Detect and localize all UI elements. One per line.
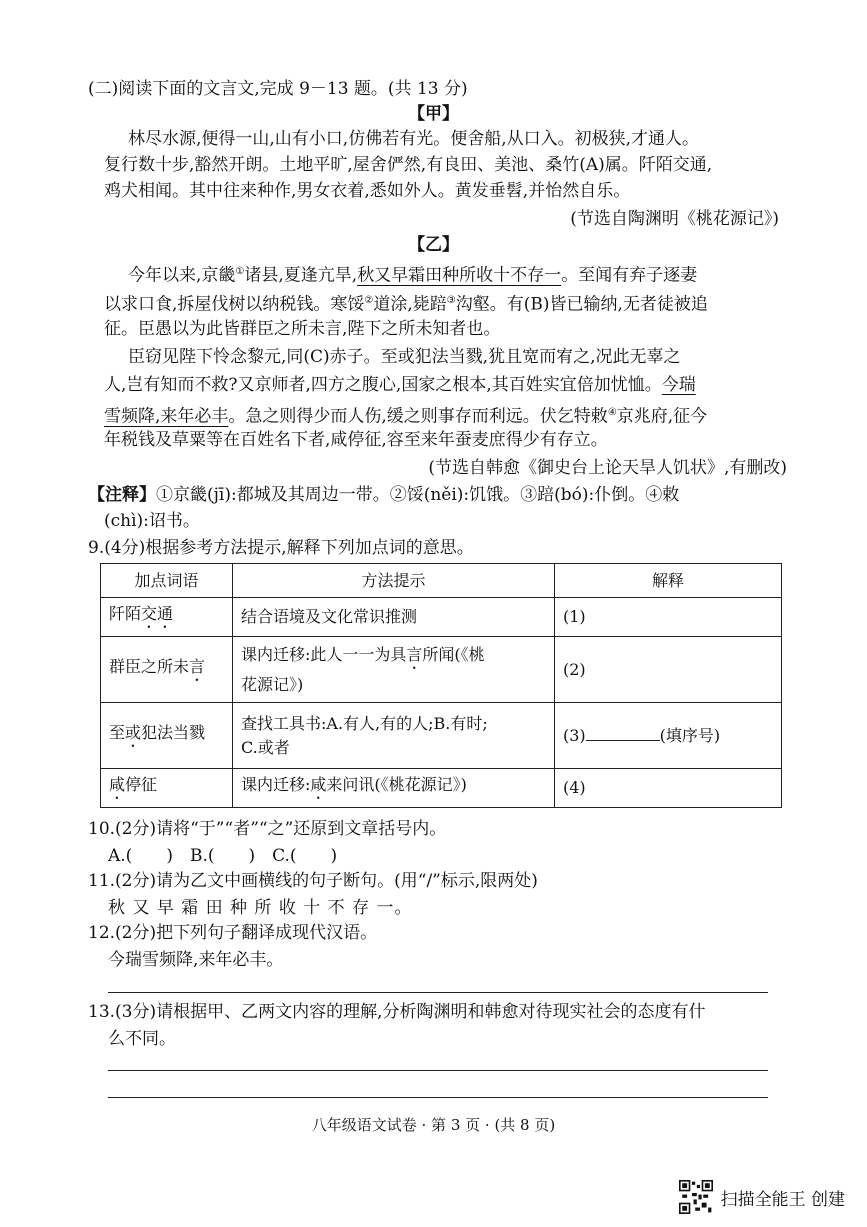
fill-blank[interactable] xyxy=(586,726,660,741)
passage-a-source: (节选自陶渊明《桃花源记》) xyxy=(570,209,779,229)
passage-b-p1-line-2: 以求口食,拆屋伐树以纳税钱。寒馁②道涂,毙踣③沟壑。有(B)皆已输纳,无者徒被追 xyxy=(104,294,708,315)
answer-cell[interactable]: (3) (填序号) xyxy=(555,703,782,769)
q10-prompt: 10.(2分)请将“于”“者”“之”还原到文章括号内。 xyxy=(88,819,447,839)
q12-prompt: 12.(2分)把下列句子翻译成现代汉语。 xyxy=(88,923,378,943)
q13-answer-line-2[interactable] xyxy=(108,1097,768,1098)
word-cell: 至或犯法当戮 xyxy=(101,703,233,769)
passage-b-p2-line-2: 人,岂有知而不救?又京师者,四方之腹心,国家之根本,其百姓实宜倍加忧恤。今瑞 xyxy=(104,375,696,395)
section-title: (二)阅读下面的文言文,完成 9－13 题。(共 13 分) xyxy=(88,79,468,99)
passage-b-source: (节选自韩愈《御史台上论天旱人饥状》,有删改) xyxy=(428,458,787,478)
notes-label: 【注释】 xyxy=(88,485,156,505)
passage-b-p2-line-1: 臣窃见陛下怜念黎元,同(C)赤子。至或犯法当戮,犹且宽而宥之,况此无辜之 xyxy=(128,347,681,367)
answer-cell[interactable]: (1) xyxy=(555,598,782,637)
table-header-row xyxy=(101,564,782,598)
q11-prompt: 11.(2分)请为乙文中画横线的句子断句。(用“/”标示,限两处) xyxy=(88,871,538,891)
q12-sentence: 今瑞雪频降,来年必丰。 xyxy=(108,950,284,970)
table-row xyxy=(101,598,782,637)
header-answer: 解释 xyxy=(555,564,782,598)
notes-line-1: 【注释】①京畿(jī):都城及其周边一带。②馁(něi):饥饿。③踣(bó):仆倒。④敕 xyxy=(88,485,680,505)
q13-prompt-line-1: 13.(3分)请根据甲、乙两文内容的理解,分析陶渊明和韩愈对待现实社会的态度有什 xyxy=(88,1002,706,1022)
table-row xyxy=(101,703,782,769)
hint-cell: 课内迁移:此人一一为具言所闻(《桃 花源记》) xyxy=(233,637,555,703)
scanner-watermark xyxy=(679,1180,845,1214)
watermark-text: 扫描全能王 创建 xyxy=(720,1189,845,1210)
underlined-sentence: 秋又早霜田种所收十不存一 xyxy=(357,265,562,286)
answer-cell[interactable]: (4) xyxy=(555,769,782,808)
passage-a-line-3: 鸡犬相闻。其中往来种作,男女衣着,悉如外人。黄发垂髫,并怡然自乐。 xyxy=(104,181,631,201)
q13-prompt-line-2: 么不同。 xyxy=(108,1029,176,1049)
hint-cell: 结合语境及文化常识推测 xyxy=(233,598,555,637)
passage-a-line-1: 林尽水源,便得一山,山有小口,仿佛若有光。便舍船,从口入。初极狭,才通人。 xyxy=(128,129,700,149)
q9-prompt: 9.(4分)根据参考方法提示,解释下列加点词的意思。 xyxy=(88,538,474,558)
header-word: 加点词语 xyxy=(101,564,233,598)
passage-b-p2-line-3: 雪频降,来年必丰。急之则得少而人伤,缓之则事存而利远。伏乞特敕④京兆府,征今 xyxy=(104,406,708,427)
hint-cell: 查找工具书:A.有人,有的人;B.有时; C.或者 xyxy=(233,703,555,769)
qr-code-icon xyxy=(679,1180,713,1214)
passage-b-p1-line-1: 今年以来,京畿①诸县,夏逢亢旱,秋又早霜田种所收十不存一。至闻有弃子逐妻 xyxy=(128,265,698,286)
word-cell: 群臣之所未言 xyxy=(101,637,233,703)
header-hint: 方法提示 xyxy=(233,564,555,598)
notes-line-2: (chì):诏书。 xyxy=(104,511,200,531)
passage-a-heading: 【甲】 xyxy=(408,104,459,124)
hint-cell: 课内迁移:咸来问讯(《桃花源记》) xyxy=(233,769,555,808)
passage-a-line-2: 复行数十步,豁然开朗。土地平旷,屋舍俨然,有良田、美池、桑竹(A)属。阡陌交通, xyxy=(104,155,713,175)
page-footer: 八年级语文试卷 · 第 3 页 · (共 8 页) xyxy=(311,1116,556,1134)
q9-table xyxy=(100,563,782,808)
table-row xyxy=(101,769,782,808)
table-row xyxy=(101,637,782,703)
q12-answer-line[interactable] xyxy=(108,992,768,993)
passage-b-heading: 【乙】 xyxy=(408,235,459,255)
q10-options[interactable]: A.( ) B.( ) C.( ) xyxy=(108,846,338,866)
q13-answer-line-1[interactable] xyxy=(108,1070,768,1071)
q11-sentence[interactable]: 秋 又 早 霜 田 种 所 收 十 不 存 一。 xyxy=(108,898,413,918)
passage-b-p2-line-4: 年税钱及草粟等在百姓名下者,咸停征,容至来年蚕麦庶得少有存立。 xyxy=(104,430,608,450)
word-cell: 阡陌交通 xyxy=(101,598,233,637)
passage-b-p1-line-3: 征。臣愚以为此皆群臣之所未言,陛下之所未知者也。 xyxy=(104,319,501,339)
word-cell: 咸停征 xyxy=(101,769,233,808)
answer-cell[interactable]: (2) xyxy=(555,637,782,703)
